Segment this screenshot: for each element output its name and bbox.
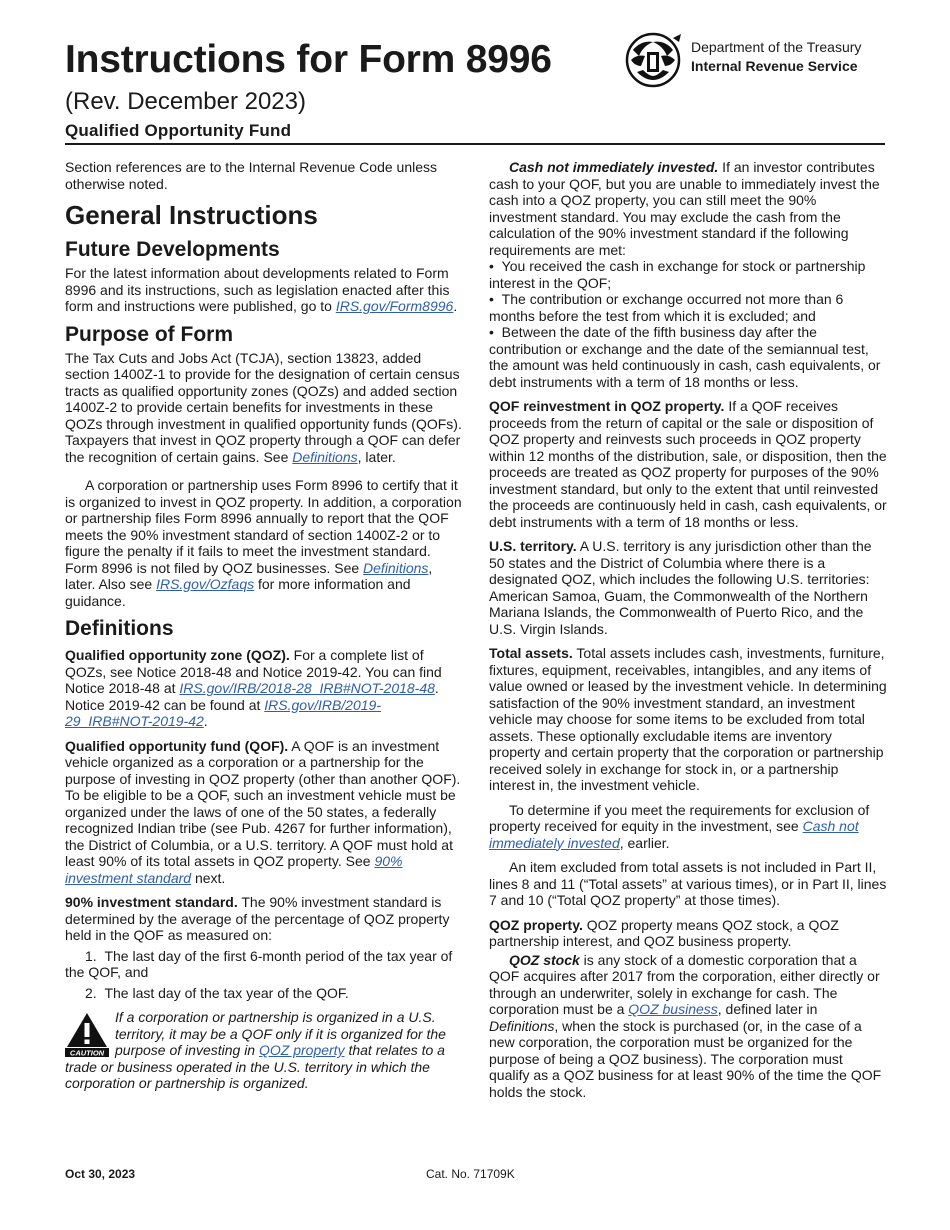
qozp-text: QOZ property means QOZ stock, a QOZ partnership interest, and QOZ business property. (489, 916, 839, 949)
assets-term: Total assets. (489, 645, 573, 661)
future-developments-text (65, 265, 463, 315)
stock-text-3: , when the stock is purchased (or, in the case of a new corporation, the corporation must be organized for the purpose of being a QOZ business). The corporation must qualify as a QOZ business for at least 90% of the time the QOF holds the stock. (489, 1017, 882, 1100)
catalog-number: Cat. No. 71709K (426, 1167, 515, 1181)
purpose-text-2-mid: , later. Also see (65, 559, 433, 592)
territory-paragraph (489, 538, 887, 637)
qoz-stock-paragraph (489, 952, 887, 1101)
definitions-link[interactable]: Definitions (292, 448, 358, 465)
cash-term: Cash not immediately invested. (509, 159, 719, 175)
header-rule (65, 143, 885, 145)
general-instructions-heading: General Instructions (65, 200, 318, 230)
purpose-heading: Purpose of Form (65, 322, 234, 346)
qoz-text: For a complete list of QOZs, see Notice 2018-48 and Notice 2019-42. You can find Notice 2018-48 at (65, 647, 442, 696)
left-column (65, 159, 463, 1092)
assets-p2-text: To determine if you meet the requirements for exclusion of property received for equity in the investment, see (489, 801, 870, 834)
form-subtitle: Qualified Opportunity Fund (65, 121, 292, 140)
period: . (203, 713, 208, 729)
qof-term: Qualified opportunity fund (QOF). (65, 737, 289, 754)
investment-standard-definition (65, 894, 463, 944)
terr-text: A U.S. territory is any jurisdiction other than the 50 states and the District of Columbia where there is a designated QOZ, which includes the following U.S. territories: American Samoa, Guam, the Commonwealth of the Northern Mariana Islands, the Commonwealth of Puerto Rico, and the U.S. Virgin Islands. (489, 538, 872, 637)
excluded-item-paragraph: An item excluded from total assets is not included in Part II, lines 8 and 11 (“Total assets” at various times), or in Part II, lines 7 and 10 (“Total QOZ property” at those times). (489, 859, 887, 908)
terr-term: U.S. territory. (489, 538, 577, 554)
intro-text: Section references are to the Internal Revenue Code unless otherwise noted. (65, 159, 438, 192)
definitions-link-2[interactable]: Definitions (363, 559, 429, 576)
qof-definition (65, 738, 463, 887)
total-assets-paragraph (489, 645, 887, 794)
bullet-1: • You received the cash in exchange for stock or partnership interest in the QOF; (489, 258, 866, 291)
next-text: next. (191, 869, 226, 886)
form8996-link[interactable]: IRS.gov/Form8996 (335, 298, 454, 314)
irs-eagle-logo-icon (623, 32, 687, 88)
list-item-1: 1. The last day of the first 6-month period of the tax year of the QOF, and (65, 947, 453, 980)
purpose-paragraph-2 (65, 477, 463, 609)
notice-2019-42-link[interactable]: IRS.gov/IRB/2019-29_IRB#NOT-2019-42 (65, 696, 381, 729)
future-text: For the latest information about developments related to Form 8996 and its instructions, such as legislation enacted after this form and instructions were published, go to (65, 265, 450, 314)
stock-text: is any stock of a domestic corporation that a QOF acquires after 2017 from the corporation, either directly or through an underwriter, solely in exchange for cash. The corporation must be a (489, 951, 880, 1017)
qoz-term: Qualified opportunity zone (QOZ). (65, 647, 290, 663)
reinv-text: If a QOF receives proceeds from the return of capital or the sale or disposition of QOZ property and reinvests such proceeds in QOZ property within 12 months of the distribution, sale, or disposition, then the proceeds are treated as QOZ property for purposes of the 90% investment standard, but only to the extent that until reinvested the proceeds are continuously held in cash, cash equivalents, or debt instruments with a term of 18 months or less. (489, 398, 887, 530)
qoz-text-2: . Notice 2019-42 can be found at (65, 680, 439, 713)
std-text: The 90% investment standard is determined by the average of the percentage of QOZ property held in the QOF as measured on: (65, 894, 450, 943)
qoz-definition (65, 647, 463, 730)
notice-2018-48-link[interactable]: IRS.gov/IRB/2018-28_IRB#NOT-2018-48 (179, 680, 435, 696)
reinvestment-paragraph (489, 398, 887, 530)
qoz-property-paragraph (489, 917, 887, 950)
stock-text-2: , defined later in (717, 1001, 818, 1017)
caution-icon (65, 1011, 109, 1057)
bullet-3: • Between the date of the fifth business day after the contribution or exchange and the date of the semiannual test, the amount was held continuously in cash, cash equivalents, or debt instruments with a term of 18 months or less. (489, 324, 881, 390)
reinv-term: QOF reinvestment in QOZ property. (489, 398, 725, 414)
revision-date: (Rev. December 2023) (65, 88, 306, 115)
list-item-2: 2. The last day of the tax year of the QOF. (85, 984, 349, 1001)
purpose-text-1: The Tax Cuts and Jobs Act (TCJA), section 13823, added section 1400Z-1 to provide for the designation of certain census tracts as qualified opportunity zones (QOZs) and added section 1400Z-2 to provide certain benefits for investments in these QOZs through investment in qualified opportunity funds (QOFs). Taxpayers that invest in QOZ property through a QOF can defer the recognition of certain gains. See (65, 349, 462, 465)
bullet-2: • The contribution or exchange occurred not more than 6 months before the test from which it is excluded; and (489, 291, 844, 324)
purpose-text-2-end: for more information and guidance. (65, 576, 411, 609)
qof-text: A QOF is an investment vehicle organized as a corporation or a partnership for the purpose of investing in QOZ property (other than another QOF). To be eligible to be a QOF, such an investment vehicle must be organized under the laws of one of the 50 states, a federally recognized Indian tribe (see Pub. 4267 for further information), the District of Columbia, or a U.S. territory. A QOF must hold at least 90% of its total assets in QOZ property. See (65, 737, 461, 869)
definitions-italic: Definitions (489, 1017, 555, 1034)
std-term: 90% investment standard. (65, 894, 238, 910)
investment-standard-link[interactable]: 90% investment standard (65, 853, 403, 886)
caution-label: CAUTION (69, 1048, 105, 1057)
assets-text: Total assets includes cash, investments, furniture, fixtures, equipment, receivables, intangibles, and any items of value owned or leased by the investment vehicle. In determining satisfaction of the 90% investment standard, an investment vehicle may choose for some items to be excluded from total assets. These optionally excludable items are inventory property and certain property that the corporation or partnership received solely in exchange for stock in, or a partnership interest in, the investment vehicle. (489, 645, 887, 793)
agency-service: Internal Revenue Service (691, 58, 858, 74)
caution-text-2: that relates to a trade or business operated in the U.S. territory in which the corporation or partnership is organized. (65, 1042, 445, 1091)
qoz-property-link[interactable]: QOZ property (258, 1042, 345, 1058)
stock-term: QOZ stock (509, 951, 580, 968)
ozfaqs-link[interactable]: IRS.gov/Ozfaqs (156, 576, 255, 592)
definitions-heading: Definitions (65, 617, 174, 640)
agency-name (691, 38, 861, 76)
qoz-business-link[interactable]: QOZ business (628, 1001, 718, 1017)
cash-not-invested-link[interactable]: Cash not immediately invested (489, 818, 859, 851)
exclusion-paragraph (489, 802, 887, 852)
cash-text: If an investor contributes cash to your QOF, but you are unable to immediately invest the cash into a QOZ property, you can still meet the 90% investment standard. You may exclude the cash from the calculation of the 90% investment standard if the following requirements are met: (489, 159, 880, 258)
later-text: , later. (357, 448, 396, 465)
right-column (489, 159, 887, 1108)
purpose-text-2: A corporation or partnership uses Form 8996 to certify that it is organized to invest in QOZ property. In addition, a corporation or partnership files Form 8996 annually to report that the QOF meets the 90% investment standard of section 1400Z-2 or to figure the penalty if it fails to meet the investment standard. Form 8996 is not filed by QOZ businesses. See (65, 477, 462, 576)
cash-not-invested-paragraph (489, 159, 887, 258)
earlier-text: , earlier. (619, 834, 670, 851)
future-developments-heading: Future Developments (65, 238, 280, 261)
document-title: Instructions for Form 8996 (65, 38, 552, 81)
qozp-term: QOZ property. (489, 916, 583, 933)
document-header (65, 38, 885, 148)
footer-date: Oct 30, 2023 (65, 1167, 136, 1181)
agency-department: Department of the Treasury (691, 39, 862, 55)
caution-note (65, 1009, 463, 1092)
period: . (453, 298, 458, 314)
caution-text: If a corporation or partnership is organized in a U.S. territory, it may be a QOF only if it is organized for the purpose of investing in (115, 1009, 446, 1058)
purpose-paragraph-1 (65, 350, 463, 466)
